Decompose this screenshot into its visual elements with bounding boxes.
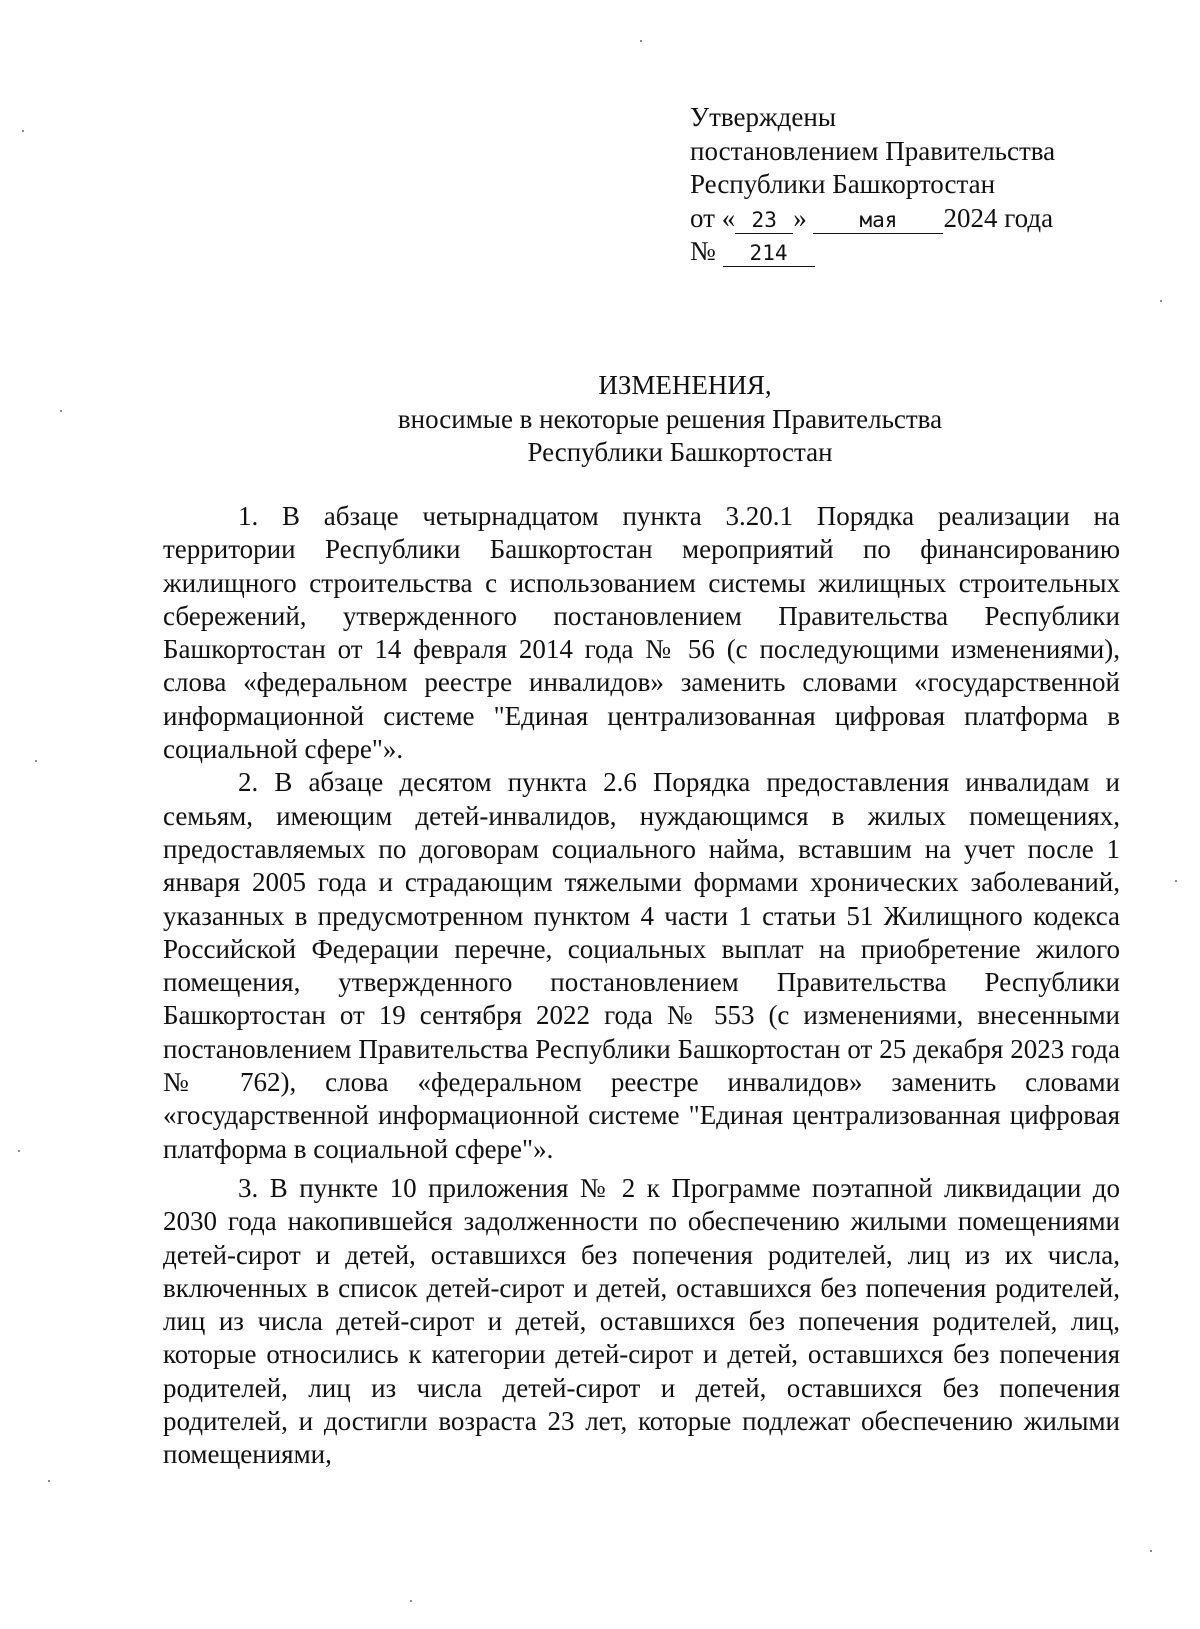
- date-prefix: от «: [690, 202, 736, 233]
- paragraph-1: 1. В абзаце четырнадцатом пункта 3.20.1 Порядка реализации на территории Республики Башкортостан мероприятий по финансированию жилищного строительства с использованием системы жилищных строительных сбережений, утвержденного постановлением Правительства Республики Башкортостан от 14 февраля 2014 года № 56 (с последующими изменениями), слова «федеральном реестре инвалидов» заменить словами «государственной информационной системе "Единая централизованная цифровая платформа в социальной сфере"».: [163, 501, 1120, 765]
- date-day: 23: [735, 207, 793, 234]
- title-heading: ИЗМЕНЕНИЯ,: [598, 370, 772, 400]
- paragraph-2: 2. В абзаце десятом пункта 2.6 Порядка предоставления инвалидам и семьям, имеющим детей-инвалидов, нуждающимся в жилых помещениях, предоставляемых по договорам социального найма, вставшим на учет после 1 января 2005 года и страдающим тяжелыми формами хронических заболеваний, указанных в предусмотренном пунктом 4 части 1 статьи 51 Жилищного кодекса Российской Федерации перечне, социальных выплат на приобретение жилого помещения, утвержденного постановлением Правительства Республики Башкортостан от 19 сентября 2022 года № 553 (с изменениями, внесенными постановлением Правительства Республики Башкортостан от 25 декабря 2023 года № 762), слова «федеральном реестре инвалидов» заменить словами «государственной информационной системе "Единая централизованная цифровая платформа в социальной сфере"».: [163, 767, 1120, 1164]
- title-subtitle-2: Республики Башкортостан: [527, 437, 833, 467]
- title-subtitle-1: вносимые в некоторые решения Правительства: [397, 403, 943, 434]
- approval-stamp: [690, 101, 1110, 269]
- approval-line-2: постановлением Правительства: [690, 135, 1056, 166]
- paragraph-3: 3. В пункте 10 приложения № 2 к Программе поэтапной ликвидации до 2030 года накопившейся задолженности по обеспечению жилыми помещениями детей-сирот и детей, оставшихся без попечения родителей, лиц из их числа, включенных в список детей-сирот и детей, оставшихся без попечения родителей, лиц из числа детей-сирот и детей, оставшихся без попечения родителей, лиц, которые относились к категории детей-сирот и детей, оставшихся без попечения родителей, лиц из числа детей-сирот и детей, оставшихся без попечения родителей, и достигли возраста 23 лет, которые подлежат обеспечению жилыми помещениями,: [163, 1172, 1120, 1470]
- approval-date-line: [690, 202, 1110, 236]
- approval-line-1: Утверждены: [690, 102, 836, 132]
- date-mid: »: [793, 202, 807, 233]
- approval-line-3: Республики Башкортостан: [690, 169, 996, 199]
- date-month: мая: [813, 207, 943, 234]
- date-year: 2024 года: [943, 202, 1054, 233]
- number-value: 214: [723, 240, 815, 267]
- approval-number-line: [690, 235, 1110, 269]
- number-prefix: №: [690, 236, 716, 266]
- document-title: [160, 369, 1120, 470]
- document-body: [163, 500, 1120, 1472]
